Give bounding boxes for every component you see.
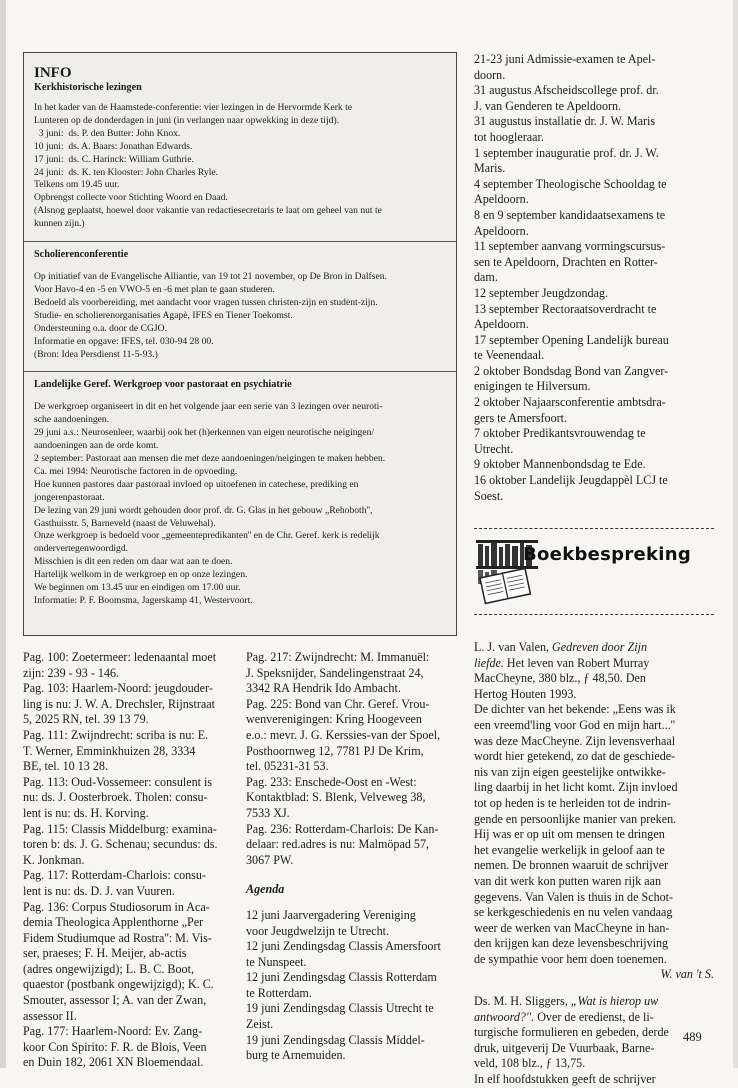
- text-line: We beginnen om 13.45 uur en eindigen om 17.00 uur.: [34, 582, 241, 594]
- banner-title: Boekbespreking: [523, 544, 692, 565]
- review-1-title: Gedreven door Zijn: [552, 640, 647, 654]
- agenda-item: 17 september Opening Landelijk bureau: [474, 332, 669, 347]
- section-divider: [24, 371, 456, 372]
- text-line: Onze werkgroep is bedoeld voor „gemeentepredikanten'' en de Chr. Geref. kerk is redelijk: [34, 530, 380, 542]
- agenda-item: 12 juni Jaarvergadering Vereniging: [246, 907, 416, 922]
- page-number: 489: [683, 1030, 702, 1044]
- text-line: (Bron: Idea Persdienst 11-5-93.): [34, 348, 158, 360]
- agenda-item: 16 oktober Landelijk Jeugdappèl LCJ te: [474, 473, 668, 488]
- text-line: In elf hoofdstukken geeft de schrijver: [474, 1072, 656, 1087]
- text-line: Pag. 177: Haarlem-Noord: Ev. Zang-: [23, 1024, 203, 1039]
- text-line: Pag. 100: Zoetermeer: ledenaantal moet: [23, 650, 217, 664]
- text-line: Opbrengst collecte voor Stichting Woord en Daad.: [34, 192, 228, 204]
- info-title: INFO: [34, 65, 72, 81]
- agenda-item: 19 juni Zendingsdag Classis Middel-: [246, 1032, 425, 1047]
- text-line: Pag. 217: Zwijndrecht: M. Immanuël:: [246, 650, 430, 664]
- text-line: Voor Havo-4 en -5 en VWO-5 en -6 met plan te gaan studeren.: [34, 283, 275, 295]
- text-line: kunnen zijn.): [34, 218, 85, 230]
- text-line: wordt hier getekend, zo dat de geschiede-: [474, 749, 676, 764]
- agenda-item: 12 juni Zendingsdag Classis Amersfoort: [246, 939, 441, 954]
- corrections-column-middle: [246, 650, 456, 1064]
- text-line: 17 juni: ds. C. Harinck: William Guthrie.: [34, 153, 194, 165]
- text-line: 5, 2025 RN, tel. 39 13 79.: [23, 712, 149, 727]
- agenda-item: te Veenendaal.: [474, 348, 545, 363]
- text-line: en Duin 182, 2061 XN Bloemendaal.: [23, 1055, 204, 1070]
- text-line: Hoe kunnen pastores daar pastoraal invloed op uitoefenen in catechese, prediking en: [34, 478, 359, 490]
- agenda-item: 12 juni Zendingsdag Classis Rotterdam: [246, 970, 437, 985]
- text-line: 3067 PW.: [246, 852, 294, 867]
- text-line: zijn: 239 - 93 - 146.: [23, 665, 120, 680]
- text-line: De werkgroep organiseert in dit en het volgende jaar een serie van 3 lezingen over neuroti-: [34, 401, 383, 413]
- boekbespreking-banner: [474, 528, 714, 620]
- agenda-item: te Nunspeet.: [246, 954, 307, 969]
- text-line: van dit werk kon putten waren rijk aan: [474, 873, 662, 888]
- book-reviews: [474, 640, 714, 1088]
- agenda-item: 2 oktober Najaarsconferentie ambtsdra-: [474, 395, 666, 410]
- text-line: 7533 XJ.: [246, 805, 290, 820]
- text-line: delaar: red.adres is nu: Malmöpad 57,: [246, 837, 430, 852]
- text-line: In het kader van de Haamstede-conferentie: vier lezingen in de Hervormde Kerk te: [34, 102, 353, 113]
- agenda-item: Apeldoorn.: [474, 223, 529, 238]
- text-line: Telkens om 19.45 uur.: [34, 179, 120, 191]
- text-line: De dichter van het bekende: „Eens was ik: [474, 702, 676, 717]
- text-line: assessor II.: [23, 1008, 77, 1023]
- page-edge-right: [733, 0, 738, 1068]
- review-2-title: „Wat is hierop uw: [570, 994, 659, 1009]
- agenda-item: J. van Genderen te Apeldoorn.: [474, 98, 622, 113]
- text-line: Pag. 111: Zwijndrecht: scriba is nu: E.: [23, 727, 209, 742]
- text-line: een vreemd'ling voor God en mijn hart...'': [474, 717, 675, 732]
- text-line: tot op heden is te herleiden tot de indrin-: [474, 795, 671, 810]
- text-line: 3 juni: ds. P. den Butter: John Knox.: [34, 127, 181, 139]
- text-line: Hij was er op uit om mensen te dringen: [474, 827, 665, 842]
- agenda-item: enigingen te Hilversum.: [474, 379, 591, 394]
- text-line: (Alsnog geplaatst, hoewel door vakantie van redactiesecretaris te laat om geheel van nut te: [34, 205, 382, 217]
- text-line: koor Con Spirito: F. R. de Blois, Veen: [23, 1039, 207, 1054]
- text-line: het evangelie werkelijk in geloof aan te: [474, 842, 665, 857]
- text-line: gende en persoonlijke manier van preken.: [474, 811, 677, 826]
- text-line: Posthoornweg 12, 7781 PJ De Krim,: [246, 743, 424, 758]
- text-line: BE, tel. 10 13 28.: [23, 759, 108, 774]
- text-line: 24 juni: ds. K. ten Klooster: John Charles Ryle.: [34, 166, 219, 178]
- review-2-author: Ds. M. H. Sliggers,: [474, 994, 571, 1009]
- text-line: 29 juni a.s.: Neurosenleer, waarbij ook het (h)erkennen van eigen neurotische neigingen/: [34, 427, 375, 439]
- text-line: Misschien is dit een reden om daar wat aan te doen.: [34, 556, 233, 568]
- text-line: Fidem Studiumque ad Rostra'': M. Vis-: [23, 930, 212, 945]
- text-line: jongerenpastoraat.: [34, 491, 105, 503]
- text-line: den krijgen kan deze levensbeschrijving: [474, 936, 669, 951]
- agenda-column-right: [474, 52, 714, 504]
- agenda-item: dam.: [474, 270, 498, 285]
- agenda-list: [246, 908, 456, 1064]
- werkgroep-section: [34, 401, 448, 608]
- agenda-item: Apeldoorn.: [474, 192, 529, 207]
- section-divider: [24, 241, 456, 242]
- text-line: Pag. 225: Bond van Chr. Geref. Vrou-: [246, 696, 430, 711]
- text-line: toren b: ds. J. G. Schenau; secundus: ds.: [23, 837, 218, 852]
- agenda-heading: Agenda: [246, 882, 285, 897]
- text-line: Bedoeld als voorbereiding, met aandacht voor vragen tussen christen-zijn en student-zijn.: [34, 296, 378, 308]
- agenda-item: 19 juni Zendingsdag Classis Utrecht te: [246, 1001, 434, 1016]
- agenda-item: Apeldoorn.: [474, 317, 529, 332]
- review-1-signature: W. van 't S.: [660, 967, 714, 982]
- text-line: Studie- en scholierenorganisaties Agapè, IFES en Tiener Toekomst.: [34, 309, 293, 321]
- agenda-item: voor Jeugdwelzijn te Utrecht.: [246, 923, 390, 938]
- agenda-item: 31 augustus Afscheidscollege prof. dr.: [474, 83, 659, 98]
- text-line: Pag. 136: Corpus Studiosorum in Aca-: [23, 899, 210, 914]
- text-line: Informatie: P. F. Boomsma, Jagerskamp 41, Westervoort.: [34, 595, 253, 606]
- agenda-item: tot hoogleraar.: [474, 129, 544, 144]
- text-line: Pag. 233: Enschede-Oost en -West:: [246, 774, 417, 789]
- agenda-item: 4 september Theologische Schooldag te: [474, 176, 667, 191]
- werkgroep-heading: Landelijke Geref. Werkgroep voor pastoraat en psychiatrie: [34, 379, 292, 391]
- text-line: Pag. 236: Rotterdam-Charlois: De Kan-: [246, 821, 439, 836]
- banner-rule-top: [474, 528, 714, 529]
- text-line: Pag. 103: Haarlem-Noord: jeugdouder-: [23, 681, 213, 696]
- text-line: aandoeningen aan de orde komt.: [34, 440, 159, 452]
- text-line: Pag. 113: Oud-Vossemeer: consulent is: [23, 774, 213, 789]
- text-line: Informatie en opgave: IFES, tel. 030-94 28 00.: [34, 335, 214, 347]
- agenda-item: 11 september aanvang vormingscursus-: [474, 239, 666, 254]
- info-box: [23, 52, 457, 636]
- agenda-item: Utrecht.: [474, 441, 514, 456]
- agenda-item: 2 oktober Bondsdag Bond van Zangver-: [474, 363, 669, 378]
- agenda-item: 31 augustus installatie dr. J. W. Maris: [474, 114, 656, 129]
- text-line: e.o.: mevr. J. G. Kerssies-van der Spoel,: [246, 727, 441, 742]
- agenda-item: 12 september Jeugdzondag.: [474, 285, 608, 300]
- text-line: turgische formulieren en gebeden, derde: [474, 1025, 669, 1040]
- text-line: Pag. 117: Rotterdam-Charlois: consu-: [23, 868, 206, 883]
- scholieren-section: [34, 271, 448, 361]
- agenda-item: 1 september inauguratie prof. dr. J. W.: [474, 145, 659, 160]
- text-line: Hertog Houten 1993.: [474, 686, 577, 701]
- text-line: weer de werken van MacCheyne in han-: [474, 920, 670, 935]
- text-line: quaestor (postbank ongewijzigd); K. C.: [23, 977, 214, 992]
- agenda-item: 8 en 9 september kandidaatsexamens te: [474, 207, 666, 222]
- review-1: [474, 640, 714, 983]
- text-line: demia Theologica Applenthorne „Per: [23, 915, 204, 930]
- text-line: tel. 05231-31 53.: [246, 759, 329, 774]
- agenda-item: doorn.: [474, 67, 506, 82]
- text-line: sche aandoeningen.: [34, 414, 110, 426]
- review-2-title-cont: antwoord?''.: [474, 1009, 535, 1024]
- text-line: de sympathie voor hem doen toenemen.: [474, 951, 667, 966]
- text-line: ser, praeses; F. H. Meijer, ab-actis: [23, 946, 187, 961]
- agenda-item: burg te Arnemuiden.: [246, 1048, 346, 1063]
- text-line: Ca. mei 1994: Neurotische factoren in de opvoeding.: [34, 465, 238, 477]
- text-line: nu: ds. J. Oosterbroek. Tholen: consu-: [23, 790, 208, 805]
- text-line: se kerkgeschiedenis en nu velen vandaag: [474, 905, 673, 920]
- scholieren-heading: Scholierenconferentie: [34, 249, 129, 261]
- corrections-column-left: [23, 650, 233, 1071]
- text-line: Pag. 115: Classis Middelburg: examina-: [23, 821, 217, 836]
- text-line: K. Jonkman.: [23, 852, 85, 867]
- text-line: lent is nu: ds. H. Korving.: [23, 805, 149, 820]
- text-line: wenverenigingen: Kring Hoogeveen: [246, 712, 422, 727]
- agenda-item: Zeist.: [246, 1017, 274, 1032]
- text-line: gegevens. Van Valen is thuis in de Schot-: [474, 889, 674, 904]
- review-1-author: L. J. van Valen,: [474, 640, 553, 654]
- text-line: was deze MacCheyne. Zijn levensverhaal: [474, 733, 676, 748]
- text-line: (adres ongewijzigd); L. B. C. Boot,: [23, 961, 194, 976]
- text-line: ling is nu: J. W. A. Drechsler, Rijnstraat: [23, 696, 215, 711]
- text-line: Ondersteuning o.a. door de CGJO.: [34, 322, 167, 334]
- text-line: Lunteren op de donderdagen in juni (in verlangen naar opwekking in deze tijd).: [34, 114, 340, 126]
- text-line: MacCheyne, 380 blz., ƒ 48,50. Den: [474, 671, 646, 686]
- review-1-title-cont: liefde.: [474, 655, 504, 670]
- text-line: 3342 RA Hendrik Ido Ambacht.: [246, 681, 401, 696]
- text-line: 2 september: Pastoraat aan mensen die met deze aandoeningen/neigingen te maken hebben.: [34, 453, 386, 465]
- text-line: nis van zijn eigen geestelijke ontwikke-: [474, 764, 666, 779]
- banner-rule-bottom: [474, 614, 714, 615]
- text-line: Kontaktblad: S. Blenk, Velveweg 38,: [246, 790, 426, 805]
- text-line: Hartelijk welkom in de werkgroep en op onze lezingen.: [34, 569, 248, 581]
- text-line: Gasthuisstr. 5, Barneveld (naast de Veluwehal).: [34, 517, 216, 529]
- text-line: De lezing van 29 juni wordt gehouden door prof. dr. G. Glas in het gebouw „Rehoboth'',: [34, 504, 373, 516]
- text-line: lent is nu: ds. D. J. van Vuuren.: [23, 883, 175, 898]
- agenda-item: sen te Apeldoorn, Drachten en Rotter-: [474, 254, 658, 269]
- text-line: ondervertegenwoordigd.: [34, 543, 129, 555]
- kerkhistorisch-section: [34, 102, 448, 231]
- info-subtitle: Kerkhistorische lezingen: [34, 82, 142, 93]
- page-edge-left: [0, 0, 6, 1068]
- text-line: nemen. De bronnen waaruit de schrijver: [474, 858, 669, 873]
- agenda-item: te Rotterdam.: [246, 985, 312, 1000]
- agenda-item: Soest.: [474, 488, 504, 503]
- text-line: ling daarbij in het licht komt. Zijn invloed: [474, 780, 678, 795]
- text-line: veld, 108 blz., ƒ 13,75.: [474, 1056, 586, 1071]
- text-line: Op initiatief van de Evangelische Alliantie, van 19 tot 21 november, op De Bron in Dalfsen.: [34, 271, 387, 283]
- text-line: 10 juni: ds. A. Baars: Jonathan Edwards.: [34, 140, 193, 152]
- text-line: T. Werner, Emminkhuizen 28, 3334: [23, 743, 196, 758]
- agenda-item: 9 oktober Mannenbondsdag te Ede.: [474, 457, 646, 472]
- text-line: Smouter, assessor I; A. van der Zwan,: [23, 993, 207, 1008]
- agenda-item: gers te Amersfoort.: [474, 410, 568, 425]
- agenda-item: 21-23 juni Admissie-examen te Apel-: [474, 52, 656, 66]
- review-1-subtitle: Het leven van Robert Murray: [503, 655, 650, 670]
- agenda-item: Maris.: [474, 161, 506, 176]
- text-line: druk, uitgeverij De Vuurbaak, Barne-: [474, 1040, 655, 1055]
- agenda-item: 13 september Rectoraatsoverdracht te: [474, 301, 657, 316]
- text-line: J. Speksnijder, Sandelingenstraat 24,: [246, 665, 424, 680]
- review-2-subtitle: Over de eredienst, de li-: [534, 1009, 654, 1024]
- agenda-item: 7 oktober Predikantsvrouwendag te: [474, 426, 646, 441]
- review-2: [474, 994, 714, 1088]
